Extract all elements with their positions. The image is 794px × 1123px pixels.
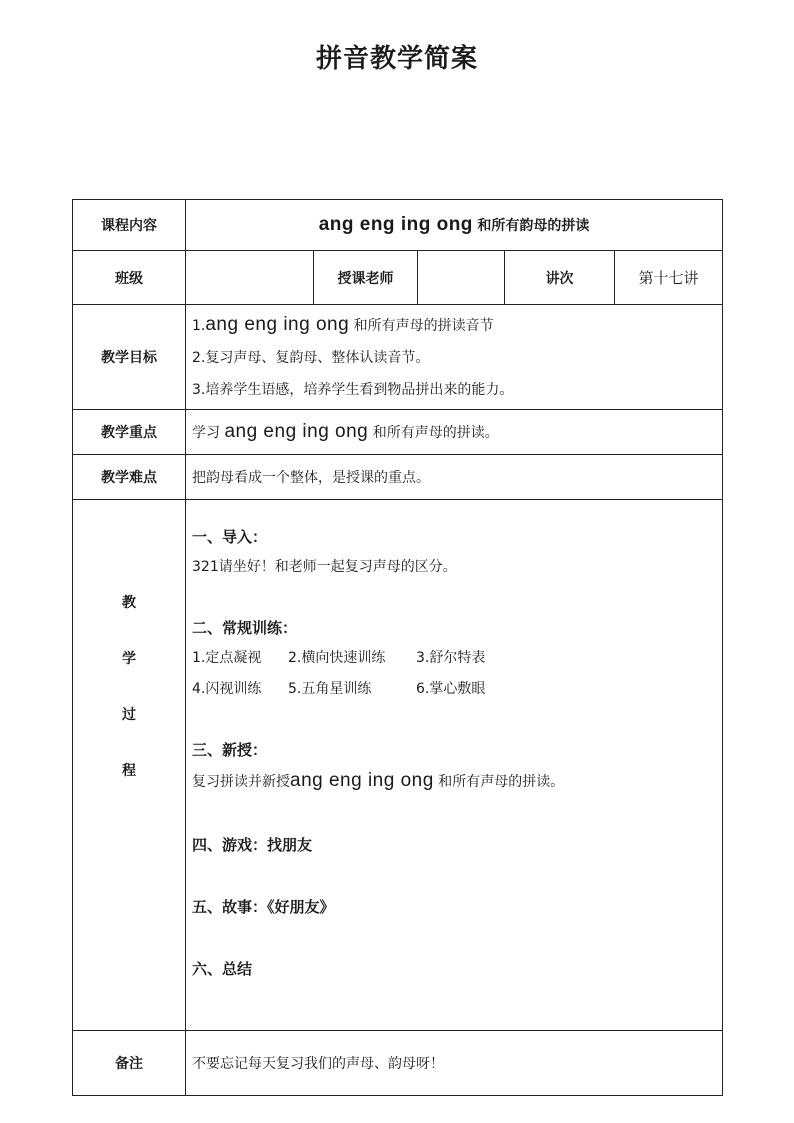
- goal-item-1-text: 和所有声母的拼读音节: [353, 317, 494, 334]
- process-row: [73, 500, 723, 1031]
- course-label: 课程内容: [73, 200, 186, 251]
- drill-item: 6.掌心敷眼: [416, 681, 486, 697]
- section-story-title: 五、故事：《好朋友》: [192, 898, 335, 916]
- goal-item-1-pinyin: ang eng ing ong: [205, 313, 350, 335]
- drill-item: 5.五角星训练: [288, 681, 372, 697]
- process-label-char-1: 教: [122, 595, 136, 611]
- goal-item-3: 3.培养学生语感，培养学生看到物品拼出来的能力。: [192, 381, 514, 398]
- section-intro-text: 321请坐好！和老师一起复习声母的区分。: [192, 559, 457, 575]
- goals-content: [186, 305, 723, 410]
- focus-label: 教学重点: [73, 410, 186, 455]
- process-label-char-4: 程: [122, 763, 136, 779]
- notes-content: 不要忘记每天复习我们的声母、韵母呀！: [186, 1031, 723, 1096]
- section-intro-title: 一、导入：: [192, 528, 268, 546]
- goals-row: [73, 305, 723, 410]
- notes-row: [73, 1031, 723, 1096]
- course-row: [73, 200, 723, 251]
- difficulty-row: [73, 455, 723, 500]
- spacer: [192, 583, 716, 613]
- process-label-char-3: 过: [122, 707, 136, 723]
- teacher-value: [418, 251, 505, 305]
- focus-content: [186, 410, 723, 455]
- goal-item-2: 2.复习声母、复韵母、整体认读音节。: [192, 349, 430, 366]
- process-content: [186, 500, 723, 1031]
- drill-item: 2.横向快速训练: [288, 650, 386, 666]
- section-new-pinyin: ang eng ing ong: [290, 770, 434, 791]
- course-text: 和所有韵母的拼读: [477, 218, 590, 234]
- goal-item-1-prefix: 1.: [192, 317, 206, 334]
- drill-item: 4.闪视训练: [192, 681, 262, 697]
- class-label: 班级: [73, 251, 186, 305]
- section-summary-title: 六、总结: [192, 960, 253, 978]
- teacher-label: 授课老师: [314, 251, 418, 305]
- spacer: [192, 705, 716, 735]
- lesson-value: 第十七讲: [615, 251, 723, 305]
- course-value: [186, 200, 723, 251]
- section-new-title: 三、新授：: [192, 741, 268, 759]
- section-new-text: [192, 765, 716, 798]
- difficulty-label: 教学难点: [73, 455, 186, 500]
- difficulty-content: 把韵母看成一个整体，是授课的重点。: [186, 455, 723, 500]
- focus-prefix: 学习: [192, 425, 220, 441]
- goal-item-1: [192, 309, 716, 342]
- class-value: [186, 251, 314, 305]
- spacer: [192, 860, 716, 892]
- section-new-prefix: 复习拼读并新授: [192, 774, 290, 790]
- class-row: [73, 251, 723, 305]
- spacer: [192, 922, 716, 954]
- notes-label: 备注: [73, 1031, 186, 1096]
- process-label: [73, 500, 186, 1031]
- focus-text: 和所有声母的拼读。: [372, 425, 499, 441]
- focus-row: [73, 410, 723, 455]
- page-title: 拼音教学简案: [315, 44, 478, 74]
- process-label-char-2: 学: [122, 651, 136, 667]
- drill-item: 1.定点凝视: [192, 650, 262, 666]
- drill-item: 3.舒尔特表: [416, 650, 486, 666]
- section-game-title: 四、游戏：找朋友: [192, 836, 313, 854]
- lesson-label: 讲次: [505, 251, 615, 305]
- section-drill-title: 二、常规训练：: [192, 619, 298, 637]
- focus-pinyin: ang eng ing ong: [224, 421, 369, 442]
- section-new-suffix: 和所有声母的拼读。: [438, 774, 565, 790]
- drill-row-2: [192, 674, 716, 705]
- drill-row-1: [192, 643, 716, 674]
- goals-label: 教学目标: [73, 305, 186, 410]
- spacer: [192, 798, 716, 830]
- lesson-plan-table: [72, 199, 723, 1096]
- course-pinyin: ang eng ing ong: [318, 214, 473, 235]
